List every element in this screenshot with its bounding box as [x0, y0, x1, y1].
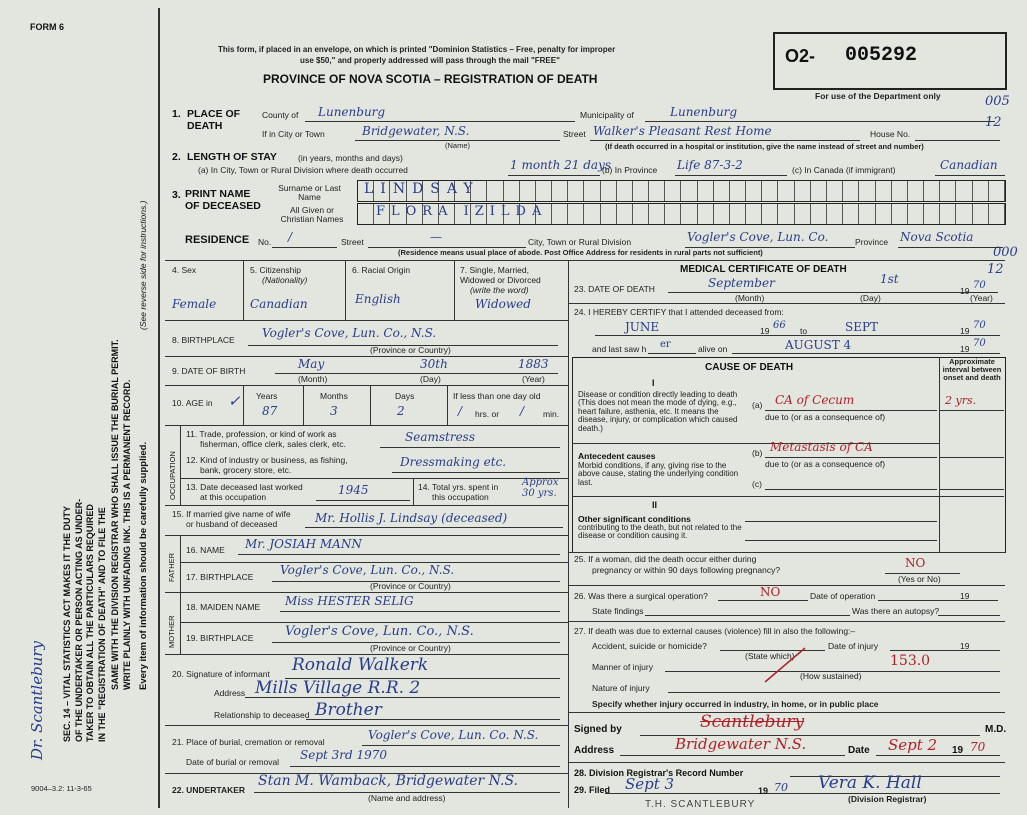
op-date-label: Date of operation	[810, 591, 876, 601]
instruction-line-1: This form, if placed in an envelope, on which is printed "Dominion Statistics – Free, penalty for improper	[218, 45, 616, 54]
spouse-value: Mr. Hollis J. Lindsay (deceased)	[315, 511, 508, 525]
father-bp-caption: (Province or Country)	[370, 581, 451, 591]
racial-label: 6. Racial Origin	[352, 265, 411, 275]
spouse-label-1: 15. If married give name of wife	[172, 509, 291, 519]
undertaker-label: 22. UNDERTAKER	[172, 785, 246, 795]
q29-label: 29. Filed	[574, 785, 611, 795]
mother-tag: MOTHER	[167, 615, 176, 648]
instruction-line-2: use $50," and properly addressed will pass through the mail "FREE"	[300, 56, 560, 65]
occ13-label-2: at this occupation	[200, 492, 267, 502]
cause-a-value: CA of Cecum	[775, 393, 855, 407]
side-instructions-2	[110, 339, 133, 690]
city-label: If in City or Town	[262, 129, 325, 139]
hrs-label: hrs. or	[475, 409, 500, 419]
q26-value: NO	[760, 585, 781, 599]
given-grid	[357, 203, 1006, 225]
reg-number: 005292	[845, 44, 918, 67]
age-years: 87	[262, 404, 278, 418]
last-saw-pronoun: er	[660, 339, 671, 350]
industry-label: Specify whether injury occurred in industry, in home, or in public place	[592, 699, 879, 709]
antecedent-label: Morbid conditions, if any, giving rise to the above cause, stating the underlying condition last.	[578, 461, 739, 487]
from-year-prefix: 19	[760, 326, 770, 336]
marital-label-2: Widowed or Divorced	[460, 275, 541, 285]
marital-label-1: 7. Single, Married,	[460, 265, 529, 275]
citizenship-note: (Nationality)	[262, 275, 308, 285]
dept-use-label: For use of the Department only	[815, 91, 941, 101]
stay-c-value: Canadian	[940, 158, 998, 172]
cause-b-label: (b)	[752, 448, 763, 458]
burial-date-value: Sept 3rd 1970	[300, 748, 388, 762]
res-street-label: Street	[341, 237, 364, 247]
mother-name-label: 18. MAIDEN NAME	[186, 602, 261, 612]
age-label: 10. AGE in	[172, 398, 213, 408]
side-note: Every item of information should be carefully supplied.	[138, 441, 149, 690]
q2-no: 2.	[172, 151, 181, 163]
side-signature: Dr. Scantlebury	[28, 641, 46, 760]
alive-on-label: alive on	[698, 344, 728, 354]
county-value: Lunenburg	[318, 105, 386, 119]
registrar-caption: (Division Registrar)	[848, 794, 927, 804]
dod-year: 70	[973, 280, 986, 291]
cause-c-label: (c)	[752, 479, 762, 489]
q28-label: 28. Division Registrar's Record Number	[574, 768, 744, 778]
res-no-label: No.	[258, 237, 272, 247]
res-province-value: Nova Scotia	[900, 230, 974, 244]
cause-title: CAUSE OF DEATH	[705, 362, 794, 373]
date-label: Date	[848, 745, 870, 756]
burial-value: Vogler's Cove, Lun. Co. N.S.	[368, 728, 539, 742]
occupation-tag: OCCUPATION	[168, 451, 177, 500]
surname-label: Surname or Last Name	[278, 183, 341, 202]
city-value: Bridgewater, N.S.	[362, 124, 470, 138]
dod-month: September	[708, 276, 775, 290]
last-saw-year: 70	[973, 338, 986, 349]
marital-value: Widowed	[475, 297, 531, 311]
medical-title: MEDICAL CERTIFICATE OF DEATH	[680, 264, 847, 275]
manner-code: 153.0	[890, 653, 931, 669]
undertaker-value: Stan M. Wamback, Bridgewater N.S.	[258, 773, 518, 789]
dept-code-2: 12	[985, 115, 1002, 130]
dob-year-caption: (Year)	[522, 374, 545, 384]
mother-bp-label: 19. BIRTHPLACE	[186, 633, 254, 643]
q2-label: LENGTH OF STAY	[187, 151, 277, 163]
dept-code-4: 12	[987, 262, 1004, 277]
informant-label: 20. Signature of informant	[172, 669, 270, 679]
surname-value: LINDSAY	[364, 181, 480, 197]
mother-bp-caption: (Province or Country)	[370, 643, 451, 653]
dob-month-caption: (Month)	[298, 374, 328, 384]
q1-no: 1.	[172, 108, 181, 120]
certify-label: 24. I HEREBY CERTIFY that I attended deceased from:	[574, 307, 784, 317]
md-label: M.D.	[985, 724, 1007, 735]
q27-label: 27. If death was due to external causes (violence) fill in also the following:–	[574, 626, 856, 636]
surname-grid	[357, 180, 1006, 202]
stay-c-label: (c) In Canada (if immigrant)	[792, 165, 896, 175]
occ13-label-1: 13. Date deceased last worked	[186, 482, 303, 492]
manner-label: Manner of injury	[592, 662, 653, 672]
print-code: 9004–3.2: 11-3-65	[31, 784, 92, 793]
res-province-label: Province	[855, 237, 889, 247]
dod-year-prefix: 19	[960, 286, 970, 296]
doctor-date-value: Sept 2	[888, 736, 938, 754]
spouse-label-2: or husband of deceased	[186, 519, 278, 529]
cause-a-label: (a)	[752, 400, 763, 410]
dod-year-caption: (Year)	[970, 293, 993, 303]
other-title: Other significant conditions	[578, 514, 691, 524]
dob-label: 9. DATE OF BIRTH	[172, 366, 246, 376]
dob-month: May	[298, 357, 325, 371]
interval-label: Approximate interval between onset and death	[942, 357, 1002, 382]
form-number: FORM 6	[30, 22, 65, 32]
yes-no-caption: (Yes or No)	[898, 574, 941, 584]
age-days: 2	[397, 404, 405, 418]
side-note-2: (See reverse side for instructions.)	[138, 200, 148, 330]
sex-label: 4. Sex	[172, 265, 197, 275]
burial-date-label: Date of burial or removal	[186, 757, 280, 767]
birthplace-label: 8. BIRTHPLACE	[172, 335, 235, 345]
relationship-value: Brother	[315, 700, 382, 720]
municipality-value: Lunenburg	[670, 105, 738, 119]
injury-year-prefix: 19	[960, 641, 970, 651]
father-bp-label: 17. BIRTHPLACE	[186, 572, 254, 582]
address-label: Address	[574, 745, 615, 756]
father-tag: FATHER	[167, 552, 176, 582]
citizenship-value: Canadian	[250, 297, 308, 311]
father-name-value: Mr. JOSIAH MANN	[245, 537, 362, 551]
doctor-address-value: Bridgewater N.S.	[675, 735, 807, 753]
informant-value: Ronald Walkerk	[292, 655, 429, 675]
nature-label: Nature of injury	[592, 683, 650, 693]
age-mark: ✓	[228, 392, 241, 410]
side-line-5: SAME WITH THE DIVISION REGISTRAR WHO SHALL ISSUE THE BURIAL PERMIT.	[110, 339, 120, 690]
q1-label: PLACE OF DEATH	[187, 108, 241, 132]
sex-value: Female	[172, 297, 217, 311]
due-to-b: due to (or as a consequence of)	[765, 459, 886, 469]
registrar-signature: Vera K. Hall	[818, 773, 922, 793]
dob-year: 1883	[518, 357, 549, 371]
immediate-label: Disease or condition directly leading to death (This does not mean the mode of dying, e.g., heart failure, asthenia, etc. It means the disease, injury, or complication which caused death.)	[578, 390, 738, 433]
to-year-prefix: 19	[960, 326, 970, 336]
house-label: House No.	[870, 129, 911, 139]
given-label: All Given or Christian Names	[280, 205, 344, 224]
q25-value: NO	[905, 556, 926, 570]
to-label: to	[800, 326, 808, 336]
injury-date-label: Date of injury	[828, 641, 879, 651]
days-label: Days	[395, 391, 415, 401]
father-bp-value: Vogler's Cove, Lun. Co., N.S.	[280, 563, 455, 577]
months-label: Months	[320, 391, 348, 401]
occ11-label-2: fisherman, office clerk, sales clerk, etc.	[200, 439, 346, 449]
dod-month-caption: (Month)	[735, 293, 765, 303]
marital-label-3: (write the word)	[470, 285, 529, 295]
margin-rule	[158, 8, 160, 808]
side-line-6: WRITE PLAINLY WITH UNFADING INK. THIS IS A PERMANENT RECORD.	[121, 379, 132, 690]
antecedent-title: Antecedent causes	[578, 451, 656, 461]
relationship-label: Relationship to deceased	[214, 710, 310, 720]
res-city-value: Vogler's Cove, Lun. Co.	[687, 230, 829, 244]
county-label: County of	[262, 110, 299, 120]
reg-prefix: O2-	[785, 46, 816, 66]
cause-a-interval: 2 yrs.	[945, 394, 977, 407]
last-saw-year-prefix: 19	[960, 344, 970, 354]
less-label: If less than one day old	[453, 391, 541, 401]
from-year: 66	[773, 320, 786, 331]
last-saw-date: AUGUST 4	[785, 338, 852, 352]
residence-label: RESIDENCE	[185, 234, 250, 246]
occ11-value: Seamstress	[405, 430, 475, 444]
age-months: 3	[330, 404, 338, 418]
roman-1: I	[652, 378, 655, 388]
cause-b-value: Metastasis of CA	[770, 440, 873, 454]
death-registration-form: FORM 6 9004–3.2: 11-3-65 SEC. 14 – VITAL STATISTICS ACT MAKES IT THE DUTY OF THE UNDERTAKER OR PERSON ACTING AS UNDER- TAKER TO OBTAIN ALL THE PARTICULARS REQUIRED IN THE "REGISTRATION OF DEATH" AND TO FILE THE SAME WITH THE DIVISION REGISTRAR WHO SHALL ISSUE THE BURIAL PERMIT. WRITE PLAINLY WITH UNFADING INK. THIS IS A PERMANENT RECORD. Every item of information should be carefully supplied. (See reverse side for instructions.) Dr. Scantlebury This form, if placed in an envelope, on which is printed "Dominion Statistics – Free, penalty for improper use $50," and properly addressed will pass through the mail "FREE" PROVINCE OF NOVA SCOTIA – REGISTRATION OF DEATH O2- 005292 For use of the Department only 005 12 000 12 1. PLACE OF DEATH County of Lunenburg Municipality of Lunenburg If in City or Town Bridgewater, N.S. (Name) Street Walker's Pleasant Rest Home House No. (If death occurred in a hospital or institution, give the name instead of street and number) 2. LENGTH OF STAY (in years, months and days) (a) In City, Town or Rural Division where death occurred 1 month 21 days (b) In Province Life 87-3-2 (c) In Canada (if immigrant) Canadian 3. PRINT NAME OF DECEASED Surname or Last Name All Given or Christian Names LINDSAY FLORA IZILDA RESIDENCE No. / Street — City, Town or Rural Division Vogler's Cove, Lun. Co. Province Nova Scotia (Residence means usual place of abode. Post Office Address for residents in rural parts not sufficient) 4. Sex Female 5. Citizenship (Nationality) Canadian 6. Racial Origin English 7. Single, Married, Widowed or Divorced (write the word) Widowed 8. BIRTHPLACE Vogler's Cove, Lun. Co., N.S. (Province or Country) 9. DATE OF BIRTH May 30th 1883 (Month) (Day) (Year) 10. AGE in ✓ Years Months Days 87 3 2 If less than one day old / hrs. or / min. OCCUPATION 11. Trade, profession, or kind of work as fisherman, office clerk, sales clerk, etc. Seamstress 12. Kind of industry or business, as fishing, bank, grocery store, etc. Dressmaking etc. 13. Date deceased last worked at this occupation 1945 14. Total yrs. spent in this occupation Approx 30 yrs. 15. If married give name of wife or husband of deceased Mr. Hollis J. Lindsay (deceased) FATHER 16. NAME Mr. JOSIAH MANN 17. BIRTHPLACE Vogler's Cove, Lun. Co., N.S. (Province or Country) MOTHER 18. MAIDEN NAME Miss HESTER SELIG 19. BIRTHPLACE Vogler's Cove, Lun. Co., N.S. (Province or Country) 20. Signature of informant Ronald Walkerk Address Mills Village R.R. 2 Relationship to deceased Brother 21. Place of burial, cremation or removal Vogler's Cove, Lun. Co. N.S. Date of burial or removal Sept 3rd 1970 22. UNDERTAKER Stan M. Wamback, Bridgewater N.S. (Name and address) MEDICAL CERTIFICATE OF DEATH 23. DATE OF DEATH September 1st 19 70 (Month) (Day) (Year) 24. I HEREBY CERTIFY that I attended deceased from: JUNE 19 66 to SEPT 19 70 and last saw h er alive on AUGUST 4 19 70 CAUSE OF DEATH Approximate interval between onset and death I Disease or condition directly leading to death (This does not mean the mode of dying, e.g., heart failure, asthenia, etc. It means the disease, injury, or complication which caused death.) (a) CA of Cecum 2 yrs. due to (or as a consequence of) Antecedent causes Morbid conditions, if any, giving rise to the above cause, stating the underlying condition last. (b) Metastasis of CA due to (or as a consequence of) (c) II Other significant conditions contributing to the death, but not related to the disease or condition causing it. 25. If a woman, did the death occur either during pregnancy or within 90 days following pregnancy? NO (Yes or No) 26. Was there a surgical operation? NO Date of operation 19 State findings Was there an autopsy? 27. If death was due to external causes (violence) fill in also the following:– Accident, suicide or homicide? Date of injury 19 (State which) Manner of injury 153.0 (How sustained) Nature of injury Specify whether injury occurred in industry, in home, or in public place Signed by Scantlebury M.D. Address Bridgewater N.S. Date Sept 2 19 70 28. Division Registrar's Record Number 29. Filed Sept 3 19 70 Vera K. Hall (Division Registrar) T.H. SCANTLEBURY	[0, 0, 1027, 815]
hrs-value: /	[458, 404, 463, 418]
occ13-value: 1945	[338, 483, 369, 497]
birthplace-value: Vogler's Cove, Lun. Co., N.S.	[262, 326, 437, 340]
father-name-label: 16. NAME	[186, 545, 225, 555]
informant-address-value: Mills Village R.R. 2	[255, 678, 421, 698]
crossout-mark	[750, 645, 810, 685]
occ12-label-1: 12. Kind of industry or business, as fishing,	[186, 455, 348, 465]
years-label: Years	[256, 391, 278, 401]
q25-label-1: 25. If a woman, did the death occur either during	[574, 554, 757, 564]
undertaker-caption: (Name and address)	[368, 793, 446, 803]
dob-day-caption: (Day)	[420, 374, 441, 384]
stay-b-label: (b) In Province	[602, 165, 658, 175]
birthplace-caption: (Province or Country)	[370, 345, 451, 355]
mother-name-value: Miss HESTER SELIG	[285, 594, 414, 608]
dept-code-3: 000	[993, 245, 1018, 260]
municipality-label: Municipality of	[580, 110, 634, 120]
residence-note: (Residence means usual place of abode. Post Office Address for residents in rural parts not sufficient)	[398, 248, 763, 257]
occ14-label-2: this occupation	[432, 492, 489, 502]
occ12-label-2: bank, grocery store, etc.	[200, 465, 292, 475]
state-findings-label: State findings	[592, 606, 644, 616]
doctor-stamp: T.H. SCANTLEBURY	[645, 799, 756, 810]
res-no-value: /	[288, 230, 293, 244]
given-value: FLORA IZILDA	[376, 204, 548, 219]
due-to-a: due to (or as a consequence of)	[765, 412, 886, 422]
min-value: /	[520, 404, 525, 418]
state-which-caption: (State which)	[745, 651, 795, 661]
occ14-value: Approx 30 yrs.	[522, 477, 559, 499]
signed-by-label: Signed by	[574, 724, 622, 735]
signed-by-value: Scantlebury	[700, 712, 805, 732]
stay-a-label: (a) In City, Town or Rural Division where death occurred	[198, 165, 408, 175]
q3-no: 3.	[172, 189, 181, 201]
informant-address-label: Address	[214, 688, 246, 698]
autopsy-label: Was there an autopsy?	[852, 606, 940, 616]
filed-year-value: 70	[774, 781, 788, 794]
form-title: PROVINCE OF NOVA SCOTIA – REGISTRATION OF DEATH	[263, 72, 598, 86]
dob-day: 30th	[420, 357, 448, 371]
from-month: JUNE	[625, 320, 660, 334]
res-city-label: City, Town or Rural Division	[528, 237, 632, 247]
roman-2: II	[652, 500, 658, 510]
min-label: min.	[543, 409, 560, 419]
occ14-label-1: 14. Total yrs. spent in	[418, 482, 499, 492]
occ11-label-1: 11. Trade, profession, or kind of work as	[186, 429, 337, 439]
filed-date-value: Sept 3	[625, 775, 675, 793]
racial-value: English	[355, 292, 401, 306]
op-year-prefix: 19	[960, 591, 970, 601]
q26-label: 26. Was there a surgical operation?	[574, 591, 708, 601]
stay-b-value: Life 87-3-2	[677, 158, 743, 172]
other-label: contributing to the death, but not related to the disease or condition causing it.	[578, 523, 742, 541]
to-year: 70	[973, 320, 986, 331]
mother-bp-value: Vogler's Cove, Lun. Co., N.S.	[285, 624, 474, 639]
date-year-prefix: 19	[952, 745, 964, 756]
registration-number-box	[773, 32, 1007, 90]
accident-label: Accident, suicide or homicide?	[592, 641, 707, 651]
dod-day: 1st	[880, 272, 899, 286]
dod-label: 23. DATE OF DEATH	[574, 284, 655, 294]
filed-year-prefix: 19	[758, 786, 769, 796]
q25-label-2: pregnancy or within 90 days following pregnancy?	[592, 565, 781, 575]
name-caption: (Name)	[445, 141, 471, 150]
hospital-note: (If death occurred in a hospital or institution, give the name instead of street and number)	[605, 142, 924, 151]
last-saw-label: and last saw h	[592, 344, 647, 354]
street-value: Walker's Pleasant Rest Home	[593, 124, 772, 138]
res-street-value: —	[430, 230, 442, 244]
stay-a-value: 1 month 21 days	[510, 158, 612, 172]
to-month: SEPT	[845, 320, 879, 334]
dept-code-1: 005	[985, 94, 1010, 109]
dod-day-caption: (Day)	[860, 293, 881, 303]
q3-label: PRINT NAME OF DECEASED	[185, 188, 261, 212]
date-year-value: 70	[970, 740, 986, 754]
occ12-value: Dressmaking etc.	[400, 455, 507, 469]
how-sustained-caption: (How sustained)	[800, 671, 862, 681]
street-label: Street	[563, 129, 586, 139]
burial-label: 21. Place of burial, cremation or removal	[172, 737, 325, 747]
q2-note: (in years, months and days)	[298, 153, 403, 163]
citizenship-label: 5. Citizenship	[250, 265, 302, 275]
